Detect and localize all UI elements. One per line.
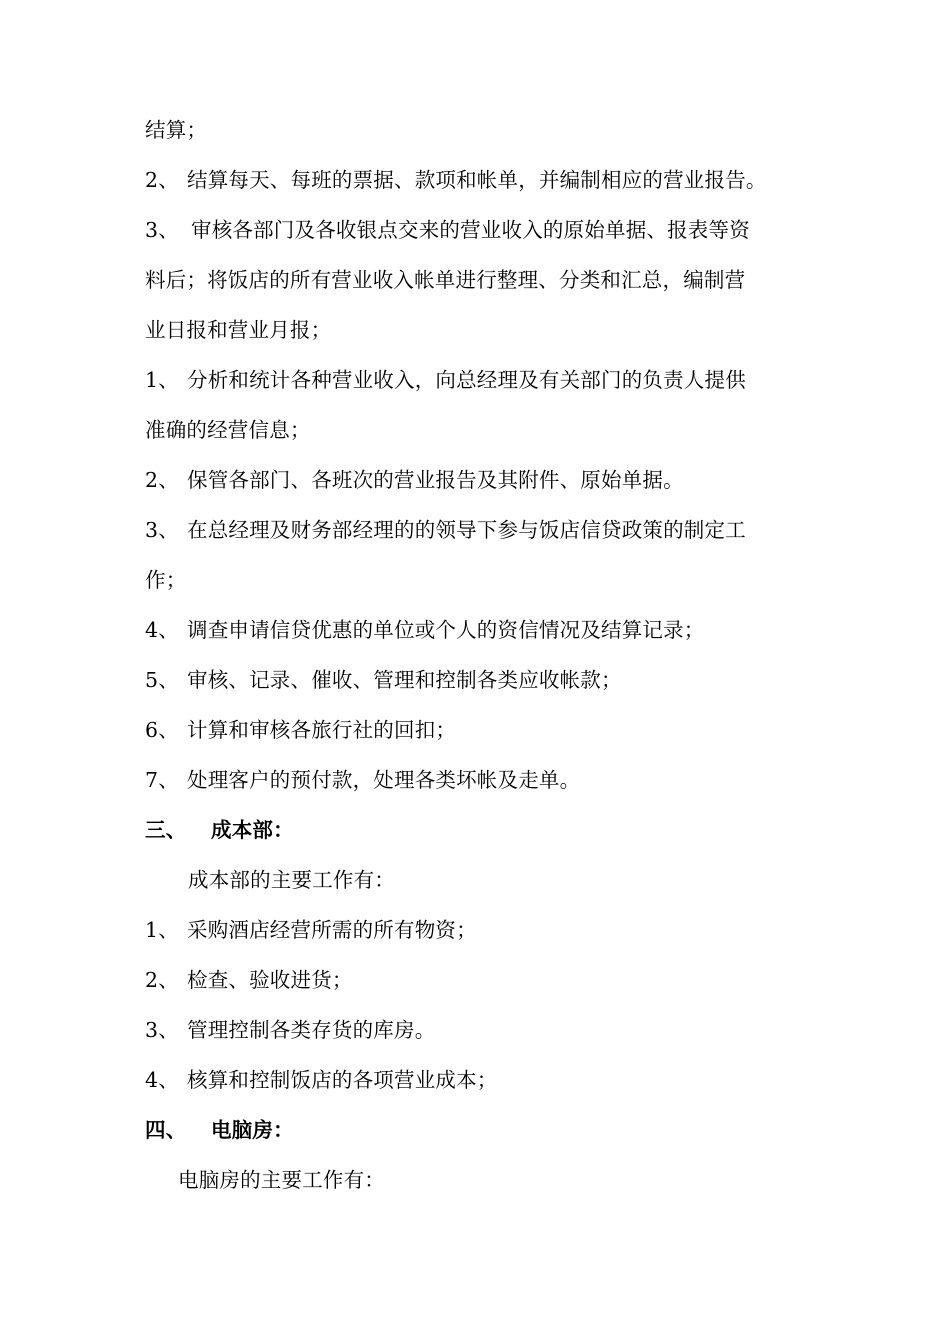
line-text: 结算每天、每班的票据、款项和帐单，并编制相应的营业报告。 — [187, 168, 767, 192]
list-item — [145, 366, 815, 394]
list-item — [145, 1066, 815, 1094]
section-intro — [178, 1166, 848, 1194]
line-text: 结算； — [145, 118, 208, 142]
list-number: 1、 — [145, 918, 179, 942]
line-text: 在总经理及财务部经理的的领导下参与饭店信贷政策的制定工 — [187, 518, 746, 542]
paragraph-line — [145, 116, 815, 144]
paragraph-line — [145, 416, 815, 444]
section-heading — [145, 1116, 815, 1144]
section-title: 电脑房： — [211, 1118, 294, 1142]
list-item — [145, 216, 815, 244]
list-item — [145, 766, 815, 794]
paragraph-line — [145, 316, 815, 344]
line-text: 计算和审核各旅行社的回扣； — [187, 718, 457, 742]
list-item — [145, 716, 815, 744]
section-heading — [145, 816, 815, 844]
list-item — [145, 916, 815, 944]
list-number: 2、 — [145, 468, 179, 492]
section-number: 三、 — [145, 818, 187, 842]
list-number: 3、 — [145, 1018, 179, 1042]
list-number: 6、 — [145, 718, 179, 742]
list-item — [145, 616, 815, 644]
line-text: 调查申请信贷优惠的单位或个人的资信情况及结算记录； — [187, 618, 705, 642]
line-text: 审核、记录、催收、管理和控制各类应收帐款； — [187, 668, 622, 692]
section-number: 四、 — [145, 1118, 187, 1142]
line-text: 检查、验收进货； — [187, 968, 353, 992]
list-number: 1、 — [145, 368, 179, 392]
line-text: 作； — [145, 568, 187, 592]
line-text: 处理客户的预付款，处理各类坏帐及走单。 — [187, 768, 581, 792]
section-title: 成本部： — [211, 818, 294, 842]
list-number: 7、 — [145, 768, 179, 792]
list-number: 2、 — [145, 168, 179, 192]
list-number: 4、 — [145, 1068, 179, 1092]
line-text: 审核各部门及各收银点交来的营业收入的原始单据、报表等资 — [191, 218, 750, 242]
line-text: 成本部的主要工作有： — [188, 868, 395, 892]
line-text: 分析和统计各种营业收入，向总经理及有关部门的负责人提供 — [187, 368, 746, 392]
line-text: 业日报和营业月报； — [145, 318, 332, 342]
list-number: 5、 — [145, 668, 179, 692]
list-number: 4、 — [145, 618, 179, 642]
list-number: 2、 — [145, 968, 179, 992]
list-item — [145, 1016, 815, 1044]
list-number: 3、 — [145, 218, 179, 242]
line-text: 核算和控制饭店的各项营业成本； — [187, 1068, 498, 1092]
line-text: 采购酒店经营所需的所有物资； — [187, 918, 477, 942]
line-text: 电脑房的主要工作有： — [178, 1168, 385, 1192]
list-item — [145, 166, 815, 194]
list-item — [145, 466, 815, 494]
line-text: 管理控制各类存货的库房。 — [187, 1018, 436, 1042]
line-text: 准确的经营信息； — [145, 418, 311, 442]
line-text: 保管各部门、各班次的营业报告及其附件、原始单据。 — [187, 468, 684, 492]
paragraph-line — [145, 266, 815, 294]
list-item — [145, 516, 815, 544]
line-text: 料后；将饭店的所有营业收入帐单进行整理、分类和汇总，编制营 — [145, 268, 746, 292]
list-number: 3、 — [145, 518, 179, 542]
paragraph-line — [145, 566, 815, 594]
section-intro — [188, 866, 858, 894]
list-item — [145, 666, 815, 694]
list-item — [145, 966, 815, 994]
